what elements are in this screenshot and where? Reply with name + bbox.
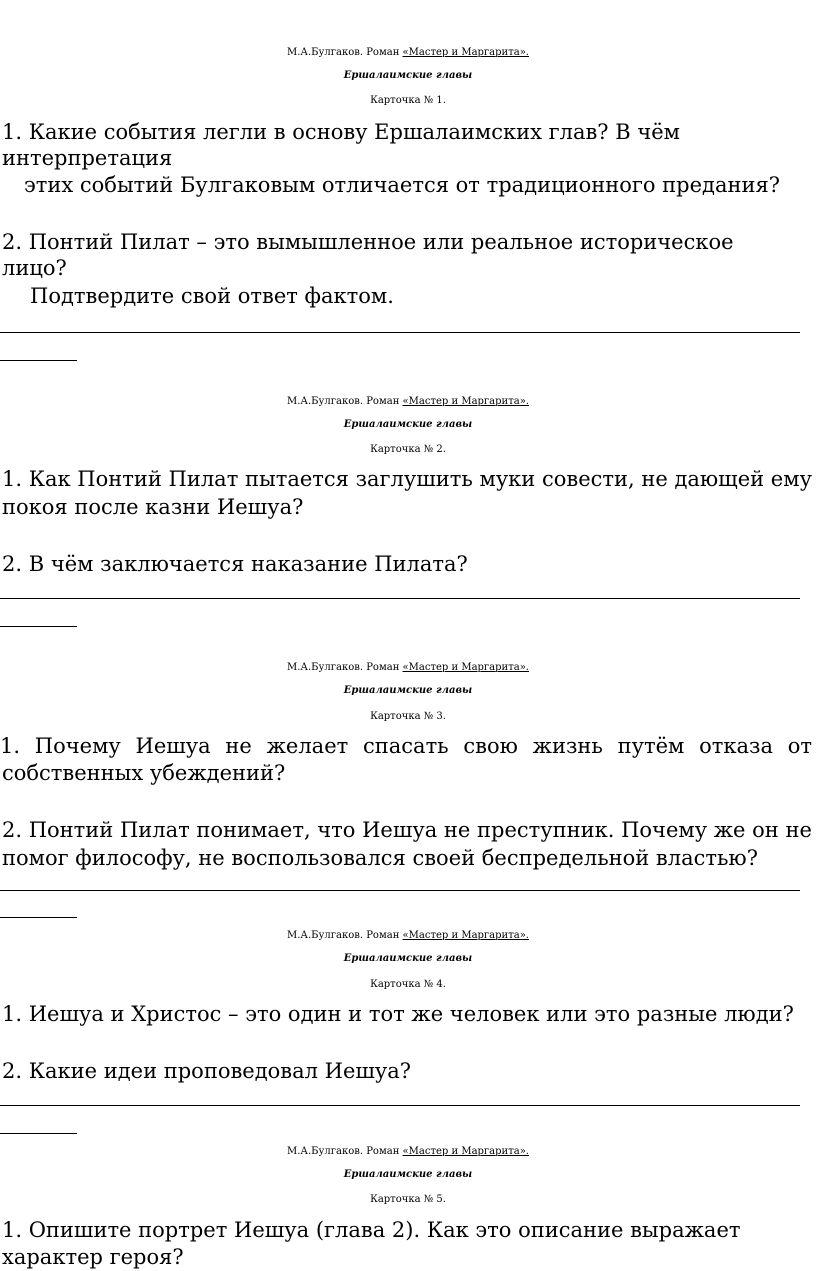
card-title: Карточка № 1.	[370, 95, 446, 106]
divider-line	[0, 598, 800, 599]
question-text: помог философу, не воспользовался своей беспредельной властью?	[2, 846, 758, 870]
question-text: лицо?	[2, 256, 67, 280]
question-text: интерпретация	[2, 146, 173, 170]
divider-line	[0, 626, 77, 627]
card-title: Карточка № 2.	[370, 444, 446, 455]
author-title: М.А.Булгаков. Роман	[286, 47, 403, 58]
novel-title: «Мастер и Маргарита».	[402, 396, 529, 407]
question-text: 1. Почему Иешуа не желает спасать свою жизнь путём отказа от	[0, 734, 812, 758]
question-text: покоя после казни Иешуа?	[2, 495, 304, 519]
question-text: 2. Понтий Пилат – это вымышленное или реальное историческое	[2, 230, 734, 254]
divider-line	[0, 360, 77, 361]
question-text: Подтвердите свой ответ фактом.	[30, 284, 394, 308]
question-text: 2. Понтий Пилат понимает, что Иешуа не преступник. Почему же он не	[2, 818, 812, 842]
card-header	[0, 42, 816, 64]
author-title: М.А.Булгаков. Роман	[286, 662, 403, 673]
question-text: 1. Иешуа и Христос – это один и тот же человек или это разные люди?	[2, 1002, 794, 1026]
card-header	[0, 1141, 816, 1163]
author-title: М.А.Булгаков. Роман	[286, 1146, 403, 1157]
author-title: М.А.Булгаков. Роман	[286, 396, 403, 407]
novel-title: «Мастер и Маргарита».	[402, 930, 529, 941]
divider-line	[0, 1105, 800, 1106]
card-header	[0, 925, 816, 947]
question-text: 1. Как Понтий Пилат пытается заглушить муки совести, не дающей ему	[2, 467, 812, 491]
question-text: 1. Какие события легли в основу Ершалаимских глав? В чём	[2, 120, 680, 144]
section-subtitle: Ершалаимские главы	[343, 70, 473, 81]
question-text: 1. Опишите портрет Иешуа (глава 2). Как это описание выражает	[2, 1218, 741, 1242]
card-header	[0, 391, 816, 413]
question-text: 2. Какие идеи проповедовал Иешуа?	[2, 1059, 412, 1083]
question-text: характер героя?	[2, 1245, 184, 1269]
section-subtitle: Ершалаимские главы	[343, 685, 473, 696]
section-subtitle: Ершалаимские главы	[343, 419, 473, 430]
card-title: Карточка № 4.	[370, 979, 446, 990]
divider-line	[0, 917, 77, 918]
author-title: М.А.Булгаков. Роман	[286, 930, 403, 941]
question-text: этих событий Булгаковым отличается от традиционного предания?	[24, 173, 780, 197]
card-title: Карточка № 3.	[370, 711, 446, 722]
card-header	[0, 657, 816, 679]
section-subtitle: Ершалаимские главы	[343, 1169, 473, 1180]
novel-title: «Мастер и Маргарита».	[402, 662, 529, 673]
novel-title: «Мастер и Маргарита».	[402, 1146, 529, 1157]
question-text: собственных убеждений?	[2, 761, 286, 785]
novel-title: «Мастер и Маргарита».	[402, 47, 529, 58]
divider-line	[0, 1133, 77, 1134]
card-title: Карточка № 5.	[370, 1194, 446, 1205]
section-subtitle: Ершалаимские главы	[343, 953, 473, 964]
divider-line	[0, 332, 800, 333]
divider-line	[0, 890, 800, 891]
question-text: 2. В чём заключается наказание Пилата?	[2, 552, 468, 576]
